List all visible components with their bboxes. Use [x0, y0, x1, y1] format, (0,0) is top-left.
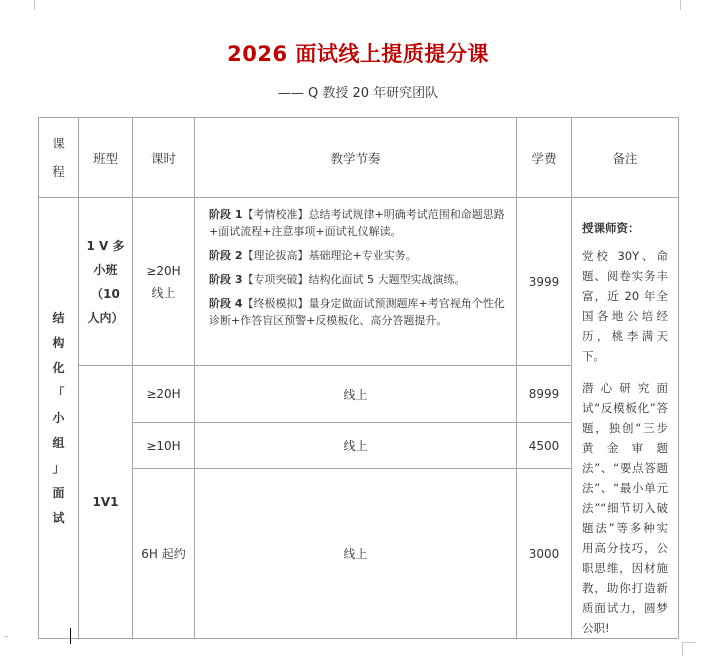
- course-name-char: 试: [52, 510, 65, 525]
- stage-item: [209, 247, 510, 264]
- remarks-heading: 授课师资：: [582, 221, 640, 235]
- stage-item: [209, 295, 510, 329]
- header-course: [39, 118, 79, 198]
- header-course-char: 程: [52, 163, 65, 179]
- course-name-char: 「: [52, 385, 65, 400]
- stage-desc: 量身定做面试预测题库+考官视角个性化诊断+作答盲区预警+反模板化、高分答题提升。: [209, 297, 505, 327]
- course-name-char: 」: [52, 460, 65, 475]
- text-cursor: [70, 628, 71, 644]
- remarks-paragraph: 潜心研究面试“反模板化”答题，独创“三步黄金审题法”、“要点答题法”、“最小单元法”“细节切入破题法”等多种实用高分技巧，公职思维，因材施教，助你打造新质面试力，圆梦公职!: [582, 381, 668, 635]
- group-class-fee: 3999: [517, 198, 572, 366]
- one-on-one-hours: ≥20H: [133, 366, 195, 423]
- header-fee: 学费: [517, 118, 572, 198]
- one-on-one-fee: 8999: [517, 366, 572, 423]
- class-type-line: 小班: [93, 262, 118, 277]
- group-class-type: [79, 198, 133, 366]
- one-on-one-hours: 6H 起约: [133, 469, 195, 639]
- group-mode-value: 线上: [151, 285, 176, 300]
- class-type-line: （10: [91, 286, 120, 301]
- course-table: [38, 117, 678, 635]
- header-course-char: 课: [52, 135, 65, 151]
- one-on-one-fee: 4500: [517, 423, 572, 469]
- course-name-char: 构: [52, 335, 65, 350]
- stage-desc: 基础理论+专业实务。: [308, 249, 417, 262]
- course-name-char: 小: [52, 410, 65, 425]
- one-on-one-mode: 线上: [195, 366, 517, 423]
- table-header-row: [39, 118, 679, 198]
- remarks-paragraph: 党校 30Y、命题、阅卷实务丰富，近 20 年全国各地公培经历，桃李满天下。: [582, 249, 668, 363]
- group-class-rhythm: [195, 198, 517, 366]
- page-corner-mark: [682, 642, 696, 643]
- stage-item: [209, 206, 510, 240]
- remarks-cell: [572, 198, 679, 639]
- group-hours-value: ≥20H: [146, 263, 181, 278]
- header-hours: 课时: [133, 118, 195, 198]
- stage-desc: 总结考试规律+明确考试范围和命题思路+面试流程+注意事项+面试礼仪解读。: [209, 208, 505, 238]
- stage-label: 阶段 2: [209, 249, 243, 262]
- course-name-cell: [39, 198, 79, 639]
- page-corner-mark: [4, 636, 8, 641]
- one-on-one-mode: 线上: [195, 423, 517, 469]
- document-subtitle: —— Q 教授 20 年研究团队: [277, 86, 439, 101]
- one-on-one-hours: ≥10H: [133, 423, 195, 469]
- class-type-line: 人内）: [87, 310, 124, 325]
- course-name-char: 化: [52, 360, 65, 375]
- stage-label: 阶段 4: [209, 297, 243, 310]
- table-row: [39, 198, 679, 366]
- course-name-char: 结: [52, 310, 65, 325]
- stage-desc: 结构化面试 5 大题型实战演练。: [308, 273, 466, 286]
- group-class-hours: [133, 198, 195, 366]
- stage-name: 【专项突破】: [242, 273, 309, 286]
- stage-name: 【理论拔高】: [242, 249, 309, 262]
- course-name-char: 组: [52, 435, 65, 450]
- document-title: 2026 面试线上提质提分课: [227, 42, 489, 66]
- one-on-one-class-type: 1V1: [79, 366, 133, 639]
- header-remarks: 备注: [572, 118, 679, 198]
- page-corner-mark: [22, 0, 35, 10]
- one-on-one-mode: 线上: [195, 469, 517, 639]
- stage-label: 阶段 3: [209, 273, 243, 286]
- stage-name: 【终极模拟】: [242, 297, 309, 310]
- stage-item: [209, 271, 510, 288]
- one-on-one-fee: 3000: [517, 469, 572, 639]
- header-rhythm: 教学节奏: [195, 118, 517, 198]
- stage-name: 【考情校准】: [242, 208, 309, 221]
- class-type-line: 1 V 多: [86, 238, 125, 253]
- header-class-type: 班型: [79, 118, 133, 198]
- course-name-char: 面: [52, 485, 65, 500]
- page-corner-mark: [682, 642, 693, 656]
- page-corner-mark: [680, 0, 693, 10]
- stage-label: 阶段 1: [209, 208, 243, 221]
